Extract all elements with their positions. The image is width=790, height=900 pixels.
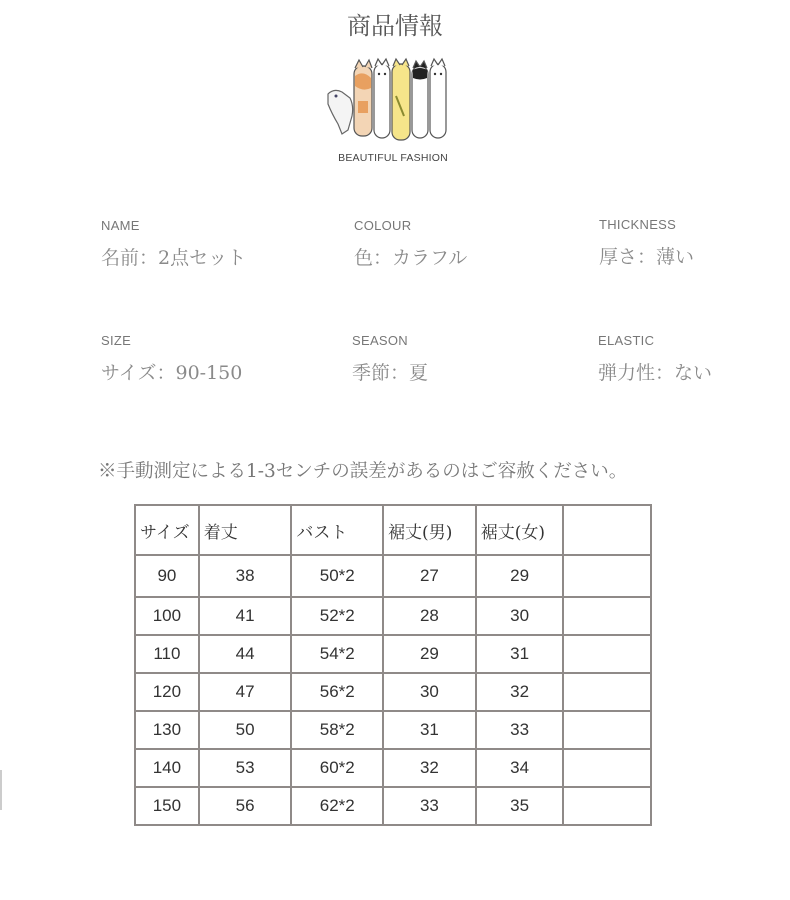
table-cell: 31 <box>476 635 564 673</box>
table-cell: 56 <box>199 787 292 825</box>
table-cell: 29 <box>476 555 564 597</box>
size-table <box>134 504 652 826</box>
table-cell: 32 <box>383 749 476 787</box>
table-cell: 90 <box>135 555 199 597</box>
table-row <box>135 787 651 825</box>
table-cell: 54*2 <box>291 635 383 673</box>
table-cell: 33 <box>383 787 476 825</box>
table-cell: 31 <box>383 711 476 749</box>
table-cell: 110 <box>135 635 199 673</box>
table-cell <box>563 787 651 825</box>
attribute-label: SIZE <box>101 333 132 348</box>
table-row <box>135 711 651 749</box>
page-title: 商品情報 <box>347 12 443 40</box>
header-cell: 裾丈(女) <box>476 505 564 555</box>
cats-illustration-icon <box>318 56 468 151</box>
attribute-value: 名前：2点セット <box>101 247 247 269</box>
logo-text: BEAUTIFUL FASHION <box>338 152 448 164</box>
table-cell: 50 <box>199 711 292 749</box>
table-header-row <box>135 505 651 555</box>
table-cell: 28 <box>383 597 476 635</box>
table-row <box>135 749 651 787</box>
attribute-label: SEASON <box>352 333 408 348</box>
table-cell: 33 <box>476 711 564 749</box>
header-cell: 裾丈(男) <box>383 505 476 555</box>
header-cell: 着丈 <box>199 505 292 555</box>
attribute-colour <box>354 218 467 270</box>
attribute-name <box>101 218 246 270</box>
attribute-label: ELASTIC <box>598 333 655 348</box>
table-cell: 32 <box>476 673 564 711</box>
attribute-season <box>352 333 428 385</box>
table-row <box>135 635 651 673</box>
table-cell: 44 <box>199 635 292 673</box>
table-row <box>135 597 651 635</box>
table-cell: 60*2 <box>291 749 383 787</box>
table-cell: 100 <box>135 597 199 635</box>
table-cell: 30 <box>383 673 476 711</box>
measurement-note: ※手動測定による1-3センチの誤差があるのはご容赦ください。 <box>98 461 628 482</box>
table-cell: 50*2 <box>291 555 383 597</box>
table-row <box>135 673 651 711</box>
table-cell <box>563 635 651 673</box>
table-cell: 62*2 <box>291 787 383 825</box>
attribute-thickness <box>599 217 694 269</box>
attribute-value: サイズ：90-150 <box>101 362 243 384</box>
attribute-value: 季節：夏 <box>352 362 429 384</box>
attribute-label: NAME <box>101 218 140 233</box>
table-cell: 130 <box>135 711 199 749</box>
attribute-value: 弾力性：ない <box>598 362 713 384</box>
attribute-value: 色：カラフル <box>354 247 468 269</box>
table-cell <box>563 711 651 749</box>
header-cell: バスト <box>291 505 383 555</box>
table-cell: 58*2 <box>291 711 383 749</box>
table-cell: 35 <box>476 787 564 825</box>
table-cell: 41 <box>199 597 292 635</box>
brand-logo <box>318 56 468 168</box>
attribute-elastic <box>598 333 712 385</box>
table-cell <box>563 555 651 597</box>
table-cell: 30 <box>476 597 564 635</box>
table-cell: 29 <box>383 635 476 673</box>
table-cell <box>563 749 651 787</box>
attribute-size <box>101 333 242 385</box>
table-cell: 27 <box>383 555 476 597</box>
header-cell: サイズ <box>135 505 199 555</box>
table-cell <box>563 673 651 711</box>
table-cell: 120 <box>135 673 199 711</box>
table-cell: 150 <box>135 787 199 825</box>
attribute-label: THICKNESS <box>599 217 677 232</box>
table-cell: 56*2 <box>291 673 383 711</box>
table-cell: 52*2 <box>291 597 383 635</box>
table-cell: 47 <box>199 673 292 711</box>
table-row <box>135 555 651 597</box>
table-cell <box>563 597 651 635</box>
table-cell: 34 <box>476 749 564 787</box>
attribute-value: 厚さ：薄い <box>599 246 695 268</box>
header-cell <box>563 505 651 555</box>
attribute-label: COLOUR <box>354 218 412 233</box>
edge-divider <box>0 770 2 810</box>
table-cell: 140 <box>135 749 199 787</box>
table-cell: 38 <box>199 555 292 597</box>
table-cell: 53 <box>199 749 292 787</box>
